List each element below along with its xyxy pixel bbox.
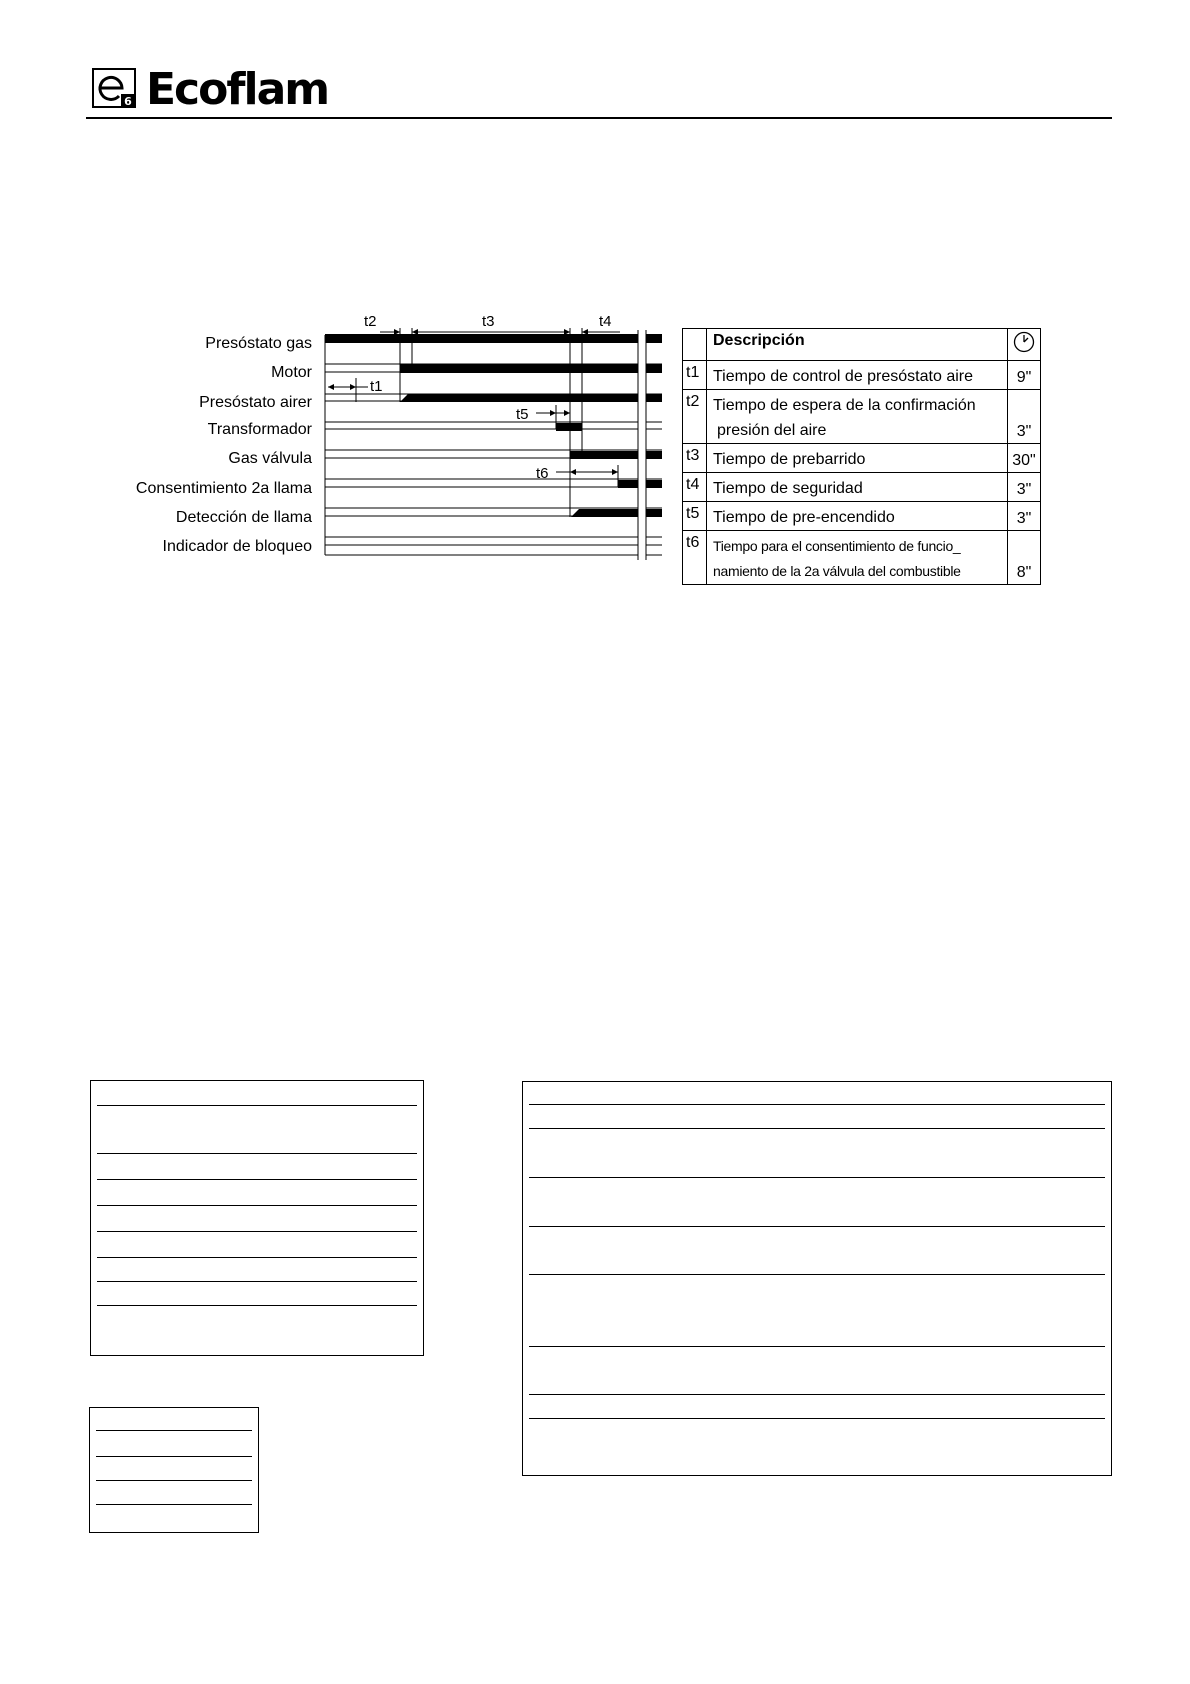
interval-label-t2: t2 — [364, 313, 377, 330]
signal-label-gas-valve: Gas válvula — [228, 450, 312, 467]
signal-label-second-flame: Consentimiento 2a llama — [135, 480, 312, 497]
row-code: t2 — [683, 390, 707, 444]
row-value: 3" — [1008, 502, 1041, 531]
row-value: 3" — [1008, 473, 1041, 502]
row-code: t1 — [683, 361, 707, 390]
row-code: t6 — [683, 531, 707, 585]
signal-label-air-pressostat: Presóstato airer — [199, 394, 312, 411]
signal-label-flame-detection: Detección de llama — [175, 509, 312, 526]
row-value: 30" — [1008, 444, 1041, 473]
row-description: Tiempo de pre-encendido — [707, 502, 1008, 531]
table-row — [683, 502, 1041, 531]
row-description: Tiempo de prebarrido — [707, 444, 1008, 473]
logo-mark — [92, 68, 136, 108]
clock-icon — [1012, 331, 1036, 353]
table-row — [683, 361, 1041, 390]
row-description: Tiempo de control de presóstato aire — [707, 361, 1008, 390]
row-description: Tiempo de seguridad — [707, 473, 1008, 502]
table-header-time — [1008, 329, 1041, 361]
svg-text:6: 6 — [124, 95, 132, 108]
row-code: t5 — [683, 502, 707, 531]
signal-label-motor: Motor — [271, 364, 312, 381]
ruled-box-small — [89, 1407, 259, 1533]
table-row — [683, 390, 1041, 444]
row-code: t4 — [683, 473, 707, 502]
interval-label-t6: t6 — [536, 465, 549, 482]
signal-label-transformer: Transformador — [207, 421, 312, 438]
ruled-box-left — [90, 1080, 424, 1356]
timing-diagram — [320, 310, 670, 560]
signal-label-lockout-indicator: Indicador de bloqueo — [162, 538, 312, 555]
row-value: 8" — [1008, 531, 1041, 585]
header-divider — [86, 117, 1112, 119]
ruled-box-right — [522, 1081, 1112, 1476]
row-value: 3" — [1008, 390, 1041, 444]
row-value: 9" — [1008, 361, 1041, 390]
signal-label-gas-pressostat: Presóstato gas — [205, 335, 312, 352]
table-header-description: Descripción — [707, 329, 1008, 361]
row-description: Tiempo de espera de la confirmación presión del aire — [707, 390, 1008, 444]
table-header-row — [683, 329, 1041, 361]
row-code: t3 — [683, 444, 707, 473]
interval-label-t1: t1 — [370, 378, 383, 395]
table-row — [683, 473, 1041, 502]
brand-name: Ecoflam — [146, 64, 329, 115]
table-row — [683, 531, 1041, 585]
timing-table — [682, 328, 1041, 585]
interval-label-t3: t3 — [482, 313, 495, 330]
interval-label-t5: t5 — [516, 406, 529, 423]
table-row — [683, 444, 1041, 473]
interval-label-t4: t4 — [599, 313, 612, 330]
row-description: Tiempo para el consentimiento de funcio_ namiento de la 2a válvula del combustible — [707, 531, 1008, 585]
